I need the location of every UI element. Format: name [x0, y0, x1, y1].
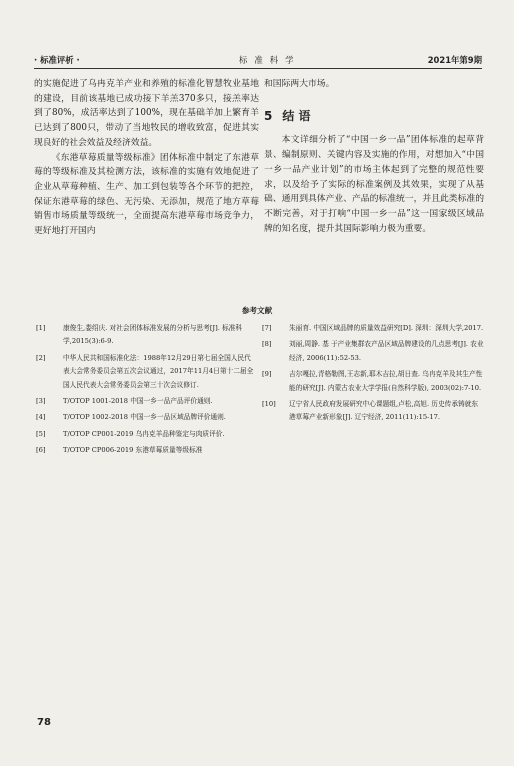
reference-item: [262, 322, 484, 335]
reference-number: [6]: [36, 446, 46, 455]
reference-item: [262, 398, 484, 425]
reference-item: [36, 322, 256, 349]
reference-item: [36, 411, 256, 424]
reference-number: [9]: [262, 370, 272, 379]
reference-text: 朱丽育. 中国区域品牌的质量效益研究[D]. 深圳：深圳大学,2017.: [289, 324, 484, 332]
running-header: [34, 54, 482, 68]
references-title: 参考文献: [241, 306, 273, 315]
reference-number: [10]: [262, 400, 276, 409]
references-right-list: [262, 322, 484, 428]
reference-number: [3]: [36, 397, 46, 406]
reference-item: [262, 368, 484, 395]
reference-number: [7]: [262, 324, 272, 332]
header-journal-name: 标准科学: [239, 55, 301, 65]
reference-item: [36, 428, 256, 441]
reference-number: [1]: [36, 324, 46, 332]
right-paragraph-1: 和国际两大市场。: [264, 79, 335, 89]
section-number: 5: [264, 108, 273, 123]
reference-number: [2]: [36, 353, 46, 362]
left-paragraph-2: 《东港草莓质量等级标准》团体标准中制定了东港草莓的等级标准及其检测方法，该标准的实施有效地促进了企业从草莓种植、生产、加工到包装等各个环节的把控，保证东港草莓的绿色、无污染、无添加，规范了地方草莓销售市场质量等级统一，全面提高东港草莓市场竞争力，更好地打开国内: [34, 152, 259, 237]
reference-number: [5]: [36, 429, 46, 438]
right-column: [264, 77, 484, 236]
reference-text: T/OTOP 1002-2018 中国一乡一品区域品牌评价通则.: [63, 413, 226, 422]
reference-number: [8]: [262, 340, 272, 349]
section-heading: [264, 109, 484, 124]
references-left-list: [36, 322, 256, 461]
reference-text: 刘丽,周静. 基 于产业集群农产品区域品牌建设的几点思考[J]. 农业经济, 2006(11):52-53.: [289, 340, 484, 362]
reference-text: T/OTOP 1001-2018 中国一乡一品产品评价通则.: [63, 397, 213, 406]
reference-text: 吉尔嘎拉,青格勒图,王志新,耶木吉拉,胡日查. 乌冉克羊及其生产性能的研究[J]. 内蒙古农业大学学报(自然科学版), 2003(02):7-10.: [289, 370, 483, 392]
reference-text: 辽宁省人民政府发展研究中心课题组,卢松,高旭. 历史传承铸就东港草莓产业新形象[J]. 辽宁经济, 2011(11):15-17.: [289, 400, 479, 422]
header-rule: [34, 68, 482, 69]
reference-item: [36, 395, 256, 408]
reference-item: [262, 338, 484, 365]
left-column: [34, 77, 259, 239]
reference-number: [4]: [36, 413, 46, 422]
header-column-label: · 标准评析 ·: [34, 55, 80, 65]
reference-item: [36, 352, 256, 392]
left-paragraph-1: 的实施促进了乌冉克羊产业和养殖的标准化智慧牧业基地的建设，目前该基地已成功接下羊羔370多只，接羔率达到了80%，成活率达到了100%，现在基础羊加上繁育羊已达到了800只，带动了当地牧民的增收致富，促进其实现良好的社会效益及经济效益。: [34, 79, 259, 148]
reference-text: T/OTOP CP006-2019 东港草莓质量等级标准: [63, 446, 203, 455]
reference-text: T/OTOP CP001-2019 乌冉克羊品种鉴定与肉质评价.: [63, 429, 225, 438]
page-number: 78: [37, 717, 51, 728]
section-title: 结 语: [282, 108, 311, 123]
reference-item: [36, 444, 256, 457]
header-issue: 2021年第9期: [427, 55, 482, 65]
right-paragraph-2: 本文详细分析了“中国一乡一品”团体标准的起草背景、编制原则、关键内容及实施的作用，对想加入“中国一乡一品产业计划”的市场主体起到了完整的规范性要求，以及给予了实际的标准案例及其效果，实现了从基础、通用到具体产业、产品的标准统一，并且此类标准的不断完善，对于打响“中国一乡一品”这一国家级区域品牌的知名度，提升其国际影响力极为重要。: [264, 135, 484, 234]
reference-text: 中华人民共和国标准化法：1988年12月29日第七届全国人民代表大会常务委员会第五次会议通过，2017年11月4日第十二届全国人民代表大会常务委员会第三十次会议修订.: [63, 353, 254, 389]
reference-text: 康俊生,娄绍庆. 对社会团体标准发展的分析与思考[J]. 标准科学,2015(3):6-9.: [63, 324, 243, 346]
